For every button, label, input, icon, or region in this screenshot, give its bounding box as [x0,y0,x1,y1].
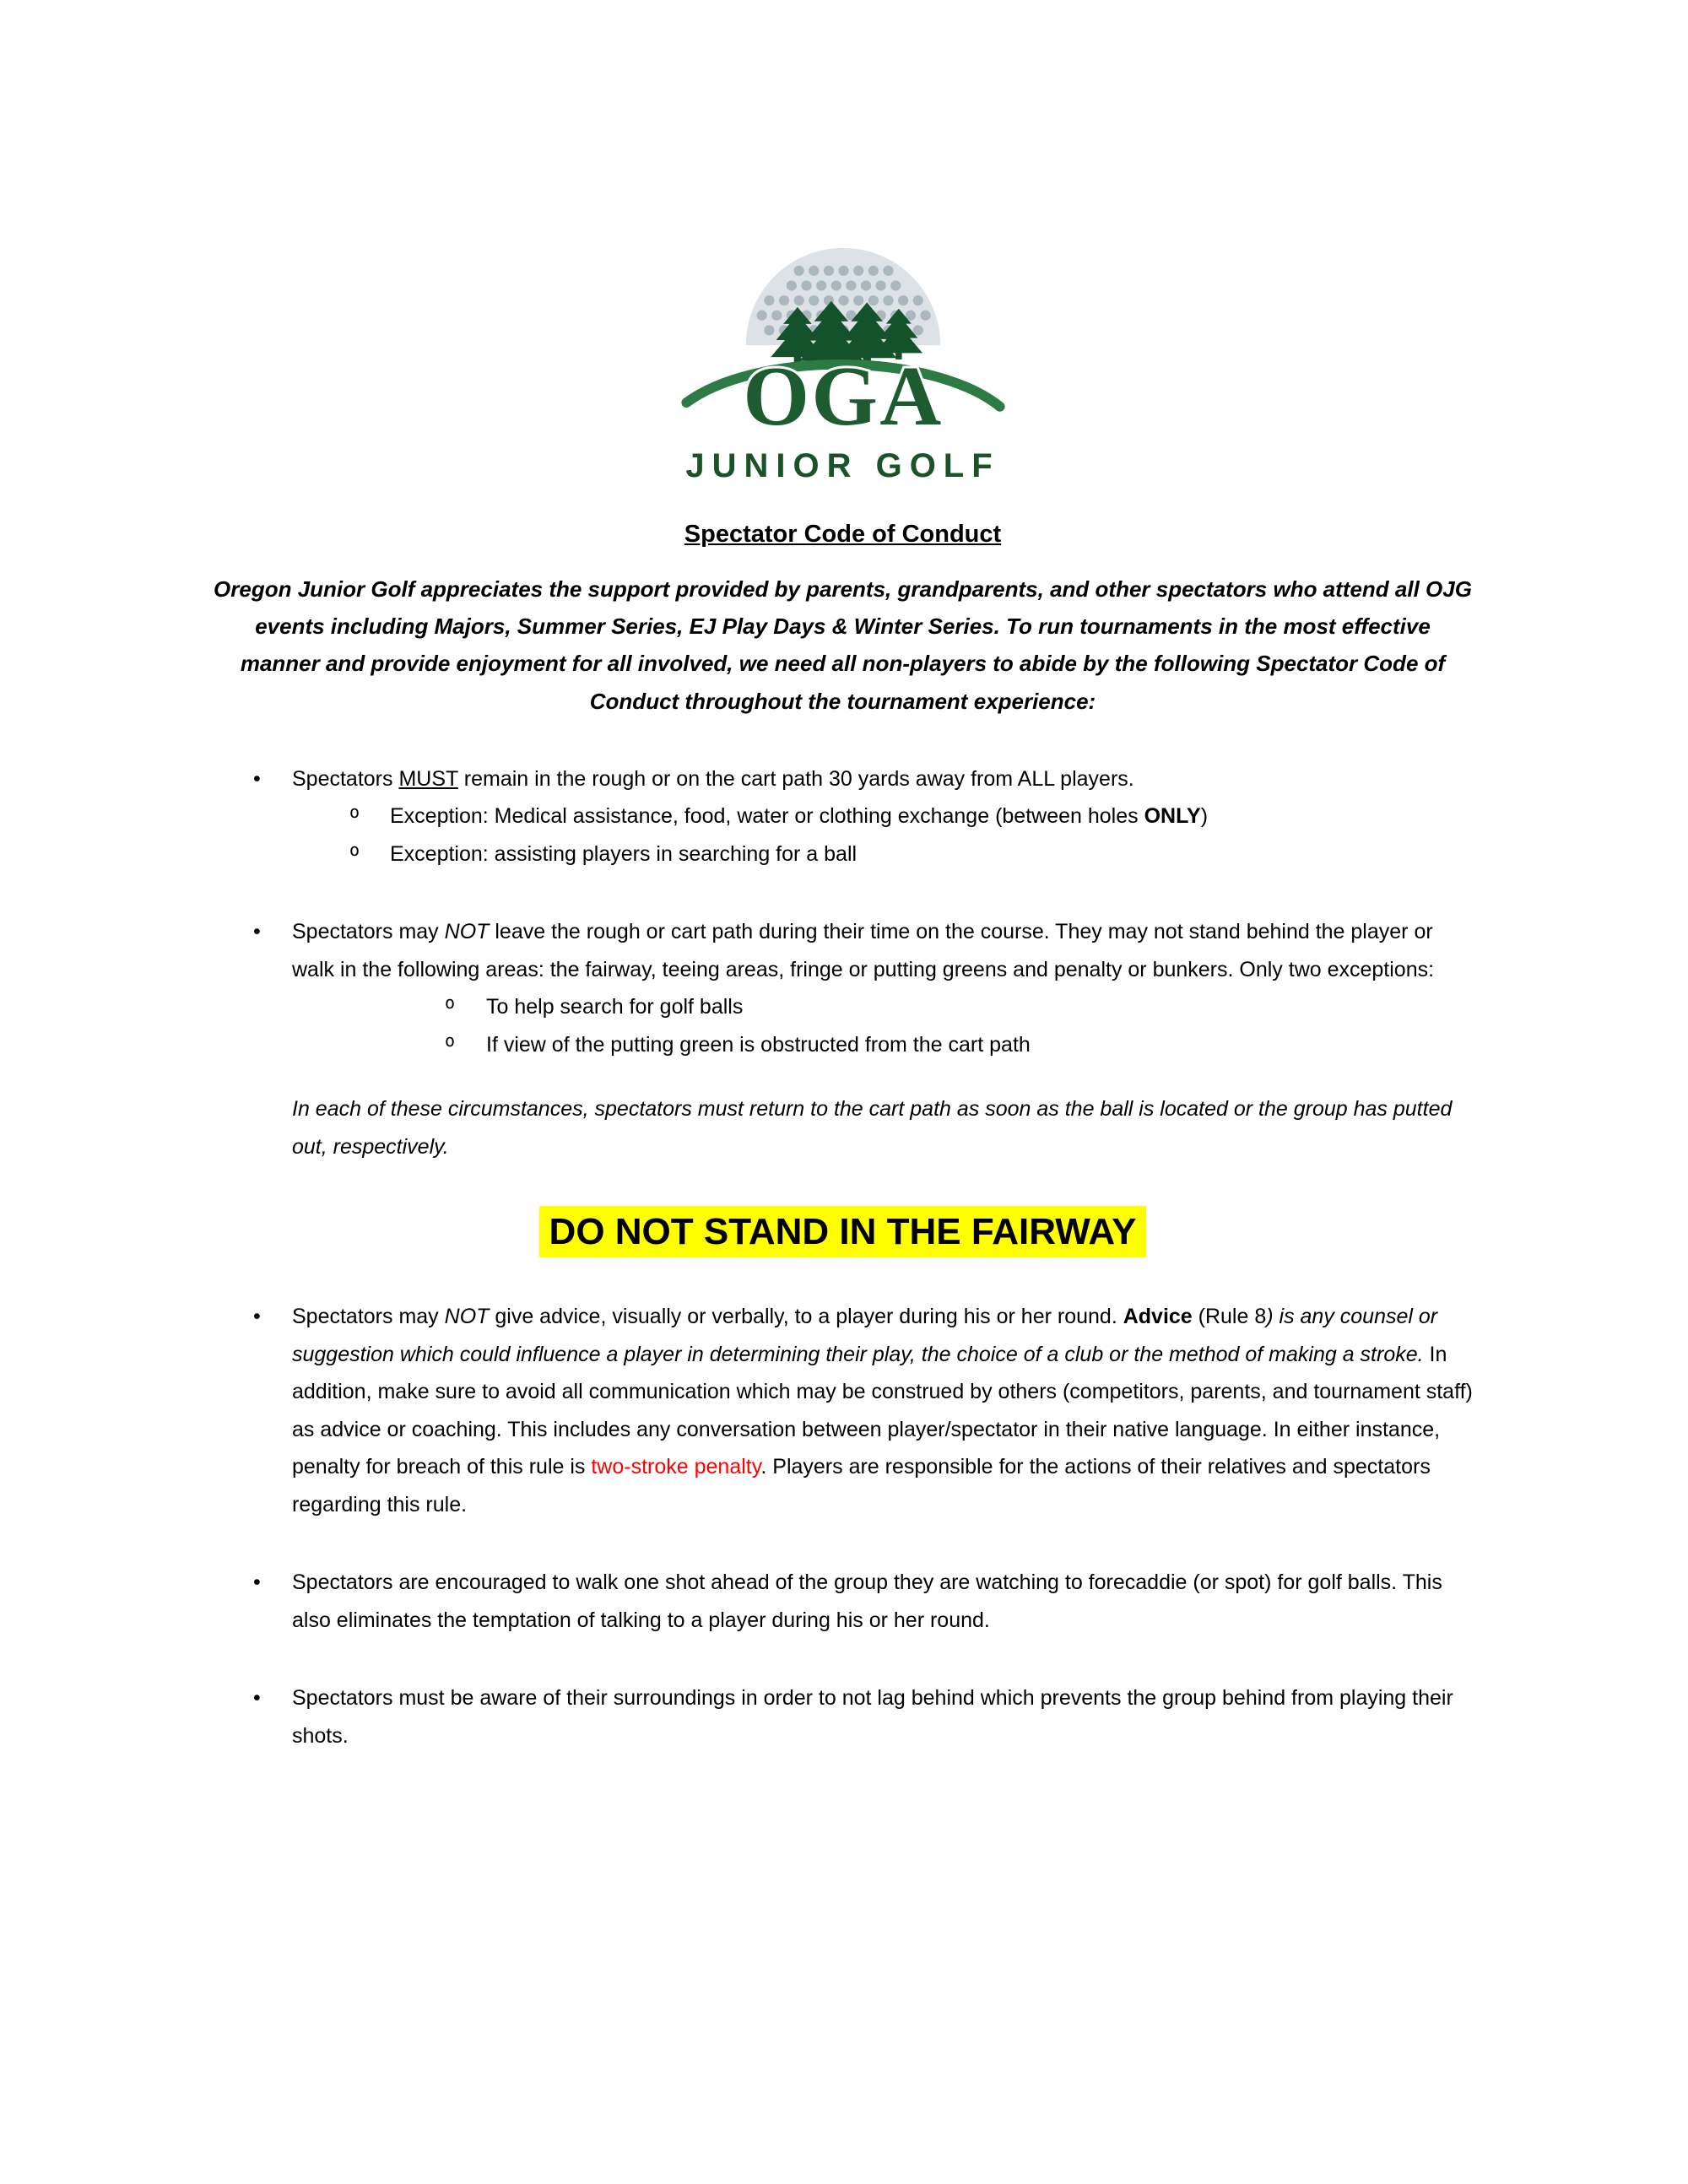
rule-text: Spectators are encouraged to walk one shot ahead of the group they are watching to forecaddie (or spot) for golf balls. This also eliminates the temptation of talking to a player during his or her round. [292,1570,1442,1632]
list-item [213,1298,1473,1523]
list-item [213,760,1473,798]
bullet-marker: • [253,1686,261,1711]
bullet-marker: • [253,1570,261,1595]
sub-bullet-marker: o [349,802,360,823]
penalty-text: two-stroke penalty [591,1455,761,1479]
intro-paragraph: Oregon Junior Golf appreciates the support provided by parents, grandparents, and other spectators who attend all OJG events including Majors, Summer Series, EJ Play Days & Winter Series. To run tournaments in the most effective manner and provide enjoyment for all involved, we need all non-players to abide by the following Spectator Code of Conduct throughout the tournament experience: [214,576,1472,714]
rule-text [390,797,1473,835]
logo-wordmark: JUNIOR GOLF [685,447,1000,484]
sub-bullet-marker: o [349,839,360,860]
logo-acronym: OGA [742,349,944,441]
return-note: In each of these circumstances, spectators must return to the cart path as soon as the ball is located or the group has putted out, respectively. [292,1097,1453,1159]
rule-4 [213,1564,1473,1639]
bullet-marker: • [253,1305,261,1329]
list-subitem [213,1026,1473,1064]
text-segment: Spectators may [292,920,445,944]
text-segment: (Rule 8 [1192,1305,1267,1329]
sub-bullet-marker: o [445,992,456,1014]
page-title: Spectator Code of Conduct [684,521,1002,548]
text-segment: NOT [444,1305,490,1329]
list-subitem [213,835,1473,873]
rule-text: To help search for golf balls [486,995,744,1019]
rule-text [292,760,1473,798]
text-segment: ONLY [1144,804,1201,829]
rule-text [292,1298,1473,1523]
text-segment: Exception: Medical assistance, food, water or clothing exchange (between holes [390,804,1144,829]
fairway-warning-banner: DO NOT STAND IN THE FAIRWAY [539,1206,1147,1257]
text-segment: Spectators [292,766,399,791]
text-segment: NOT [444,920,490,944]
rule-text: If view of the putting green is obstructed from the cart path [486,1032,1031,1057]
text-segment: . Players are responsible for the actions of their relatives and spectators regarding this rule. [292,1455,1431,1516]
text-segment: remain in the rough or on the cart path 30 yards away from ALL players. [457,766,1134,791]
text-segment: leave the rough or cart path during their time on the course. They may not stand behind the player or walk in the following areas: the fairway, teeing areas, fringe or putting greens and penalty or bunkers. Only two exceptions: [292,920,1435,981]
banner-row [213,1206,1473,1257]
rule-3 [213,1298,1473,1523]
rule-text [292,913,1473,988]
list-subitem [213,988,1473,1026]
oga-junior-golf-logo [674,198,1012,441]
logo [213,198,1473,485]
rule-1 [213,760,1473,873]
list-item [213,1564,1473,1639]
rule-text: Spectators must be aware of their surroundings in order to not lag behind which prevents the group behind from playing their shots. [292,1686,1453,1748]
list-subitem [213,797,1473,835]
rule-5 [213,1679,1473,1754]
bullet-marker: • [253,766,261,791]
rule-text: Exception: assisting players in searching for a ball [390,841,858,866]
text-segment: give advice, visually or verbally, to a player during his or her round. [489,1305,1123,1329]
text-segment: Advice [1123,1305,1193,1329]
list-item [213,913,1473,988]
rules-list [213,760,1473,1755]
sub-bullet-marker: o [445,1030,456,1051]
list-item [213,1679,1473,1754]
rule-2 [213,913,1473,1063]
text-segment: MUST [398,766,458,791]
text-segment: In addition, make sure to avoid all communication which may be construed by others (competitors, parents, and tournament staff) as advice or coaching. This includes any conversation between player/spectator in their native language. In either instance, penalty for breach of this rule is [292,1342,1473,1479]
text-segment: ) is any counsel or suggestion which could influence a player in determining their play, the choice of a club or the method of making a stroke. [292,1305,1438,1366]
text-segment: ) [1200,804,1209,829]
bullet-marker: • [253,920,261,944]
text-segment: Spectators may [292,1305,445,1329]
